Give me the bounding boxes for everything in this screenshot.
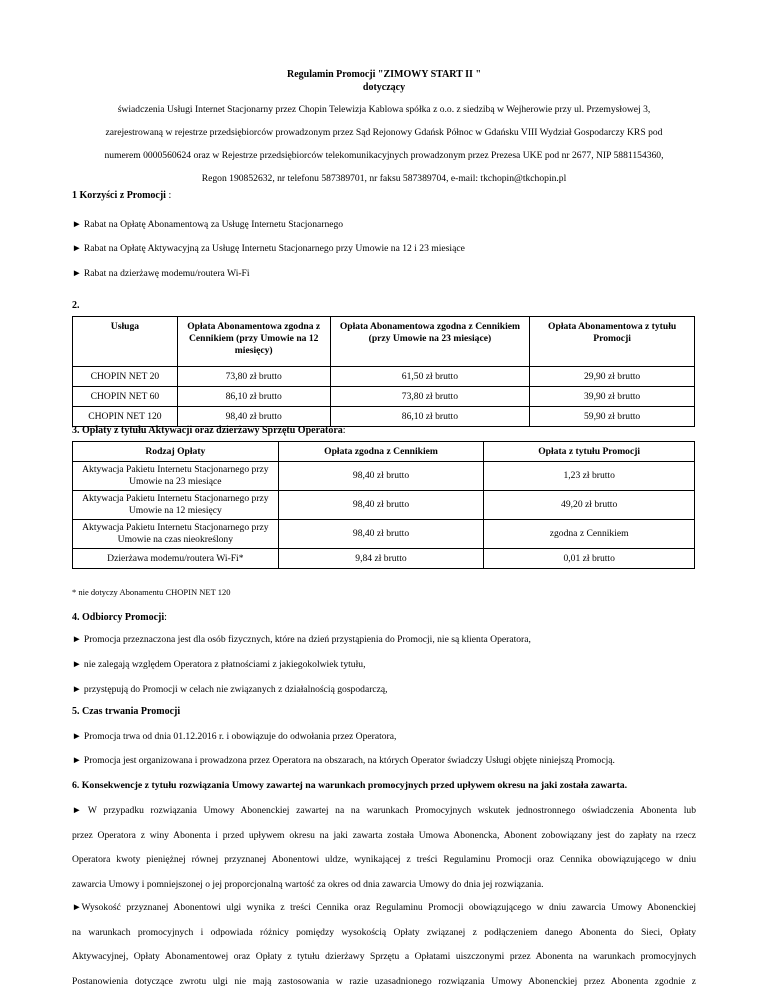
table-cell: Aktywacja Pakietu Internetu Stacjonarnego przy Umowie na 12 miesięcy (73, 491, 279, 520)
table-row (73, 387, 695, 407)
section-1-heading (72, 190, 171, 201)
recipient-item: ► Promocja przeznaczona jest dla osób fizycznych, które na dzień przystąpienia do Promocji, nie są klienta Operatora, (72, 634, 531, 645)
table-cell: 98,40 zł brutto (278, 491, 484, 520)
section-5-heading: 5. Czas trwania Promocji (72, 706, 181, 717)
section-3-colon: : (342, 425, 346, 436)
table-row (73, 549, 695, 569)
table-cell: 61,50 zł brutto (330, 367, 530, 387)
table-cell: 59,90 zł brutto (530, 407, 695, 427)
intro-line: świadczenia Usługi Internet Stacjonarny przez Chopin Telewizja Kablowa spółka z o.o. z siedzibą w Wejherowie przy ul. Przemysłowej 3, (117, 104, 651, 115)
paragraph-line: ►Wysokość przyznanej Abonentowi ulgi wynika z treści Cennika oraz Regulaminu Promocji obowiązującego w dniu zawarcia Umowy Abonenckiej (72, 902, 696, 913)
paragraph-line: zawarcia Umowy i pomniejszonej o jej proporcjonalną wartość za okres od dnia zawarcia Umowy do dnia jej rozwiązania. (72, 878, 544, 890)
header-cell: Opłata zgodna z Cennikiem (278, 442, 484, 462)
section-3-title: 3. Opłaty z tytułu Aktywacji oraz dzierżawy Sprzętu Operatora (72, 425, 343, 436)
section-1-colon: : (165, 190, 172, 201)
table-cell: 0,01 zł brutto (484, 549, 695, 569)
table-cell: 49,20 zł brutto (484, 491, 695, 520)
activation-fees-table (72, 441, 695, 569)
intro-line: zarejestrowaną w rejestrze przedsiębiorców prowadzonym przez Sąd Rejonowy Gdańsk Północ w Gdańsku VIII Wydział Gospodarczy KRS pod (105, 127, 663, 138)
table-cell: Aktywacja Pakietu Internetu Stacjonarnego przy Umowie na 23 miesiące (73, 462, 279, 491)
section-2-heading: 2. (72, 300, 80, 311)
section-4-heading (72, 612, 167, 623)
subscription-fees-table (72, 316, 695, 427)
paragraph-line: Postanowienia dotyczące zwrotu ulgi nie mają zastosowania w razie uzasadnionego rozwiązania Umowy Abonenckiej przez Abonenta zgodnie z (72, 975, 696, 987)
table-cell: 86,10 zł brutto (177, 387, 330, 407)
section-4-title: 4. Odbiorcy Promocji (72, 612, 165, 623)
table-cell: 98,40 zł brutto (278, 520, 484, 549)
table-row (73, 367, 695, 387)
table-row (73, 520, 695, 549)
paragraph-line: ► W przypadku rozwiązania Umowy Abonenckiej zawartej na na warunkach Promocyjnych wskutek jednostronnego oświadczenia Abonenta lub (72, 805, 696, 816)
section-6-heading: 6. Konsekwencje z tytułu rozwiązania Umowy zawartej na warunkach promocyjnych przed upływem okresu na jaki została zawarta. (72, 780, 628, 791)
title-line-2: dotyczący (362, 82, 406, 93)
table-cell: 73,80 zł brutto (330, 387, 530, 407)
table-row (73, 462, 695, 491)
table-row (73, 491, 695, 520)
consequences-paragraph-1 (72, 799, 696, 897)
paragraph-line: Operatora kwoty pieniężnej równej przyznanej Abonentowi uldze, wynikającej z treści Regulaminu Promocji oraz Cennika obowiązującego w dniu (72, 854, 696, 865)
recipient-item: ► nie zalegają względem Operatora z płatnościami z jakiegokolwiek tytułu, (72, 659, 366, 670)
consequences-paragraph-2 (72, 896, 696, 994)
table-cell: 98,40 zł brutto (278, 462, 484, 491)
header-cell: Rodzaj Opłaty (73, 442, 279, 462)
table-cell: CHOPIN NET 60 (73, 387, 178, 407)
table-row (73, 407, 695, 427)
table-cell: CHOPIN NET 120 (73, 407, 178, 427)
header-cell: Usługa (73, 317, 178, 367)
document-title (0, 68, 768, 94)
paragraph-line: Aktywacyjnej, Opłaty Abonamentowej oraz Opłaty z tytułu dzierżawy Sprzętu a Opłatami uiszczonymi przez Abonenta na warunkach promocyjnych (72, 951, 696, 962)
table-header-row (73, 442, 695, 462)
intro-line: Regon 190852632, nr telefonu 587389701, nr faksu 587389704, e-mail: tkchopin@tkchopin.pl (201, 173, 567, 184)
paragraph-line: na warunkach promocyjnych i odpowiada różnicy pomiędzy wysokością Opłaty związanej z podłączeniem danego Abonenta do Sieci, Opłaty (72, 926, 696, 938)
table-cell: 9,84 zł brutto (278, 549, 484, 569)
table-cell: 86,10 zł brutto (330, 407, 530, 427)
section-4-colon: : (164, 612, 167, 623)
table-header-row (73, 317, 695, 367)
intro-paragraph (72, 98, 696, 190)
table-cell: 73,80 zł brutto (177, 367, 330, 387)
duration-item: ► Promocja jest organizowana i prowadzona przez Operatora na obszarach, na których Operator świadczy Usługi objęte niniejszą Promocją. (72, 755, 615, 766)
table-cell: 29,90 zł brutto (530, 367, 695, 387)
paragraph-line: przez Operatora z winy Abonenta i przed upływem okresu na jaki zawarta została Umowa Abonencka, Abonent zobowiązany jest do zapłaty na rzecz (72, 829, 696, 841)
table-cell: 98,40 zł brutto (177, 407, 330, 427)
header-cell: Opłata z tytułu Promocji (484, 442, 695, 462)
table-footnote: * nie dotyczy Abonamentu CHOPIN NET 120 (72, 587, 231, 597)
duration-item: ► Promocja trwa od dnia 01.12.2016 r. i obowiązuje do odwołania przez Operatora, (72, 731, 397, 742)
table-cell: 39,90 zł brutto (530, 387, 695, 407)
section-3-heading (72, 425, 346, 436)
intro-line: numerem 0000560624 oraz w Rejestrze przedsiębiorców telekomunikacyjnych prowadzonym przez Prezesa UKE pod nr 2677, NIP 5881154360, (104, 150, 664, 161)
section-1-title: 1 Korzyści z Promocji (72, 190, 166, 201)
table-cell: Aktywacja Pakietu Internetu Stacjonarnego przy Umowie na czas nieokreślony (73, 520, 279, 549)
benefit-item: ► Rabat na dzierżawę modemu/routera Wi-Fi (72, 268, 250, 279)
benefit-item: ► Rabat na Opłatę Abonamentową za Usługę Internetu Stacjonarnego (72, 219, 344, 230)
table-cell: CHOPIN NET 20 (73, 367, 178, 387)
table-cell: 1,23 zł brutto (484, 462, 695, 491)
header-cell: Opłata Abonamentowa zgodna z Cennikiem (przy Umowie na 23 miesiące) (330, 317, 530, 367)
header-cell: Opłata Abonamentowa z tytułu Promocji (530, 317, 695, 367)
table-cell: Dzierżawa modemu/routera Wi-Fi* (73, 549, 279, 569)
table-cell: zgodna z Cennikiem (484, 520, 695, 549)
recipient-item: ► przystępują do Promocji w celach nie związanych z działalnością gospodarczą, (72, 684, 388, 695)
header-cell: Opłata Abonamentowa zgodna z Cennikiem (przy Umowie na 12 miesięcy) (177, 317, 330, 367)
benefit-item: ► Rabat na Opłatę Aktywacyjną za Usługę Internetu Stacjonarnego przy Umowie na 12 i 23 miesiące (72, 243, 465, 254)
title-line-1: Regulamin Promocji "ZIMOWY START II " (287, 69, 481, 80)
